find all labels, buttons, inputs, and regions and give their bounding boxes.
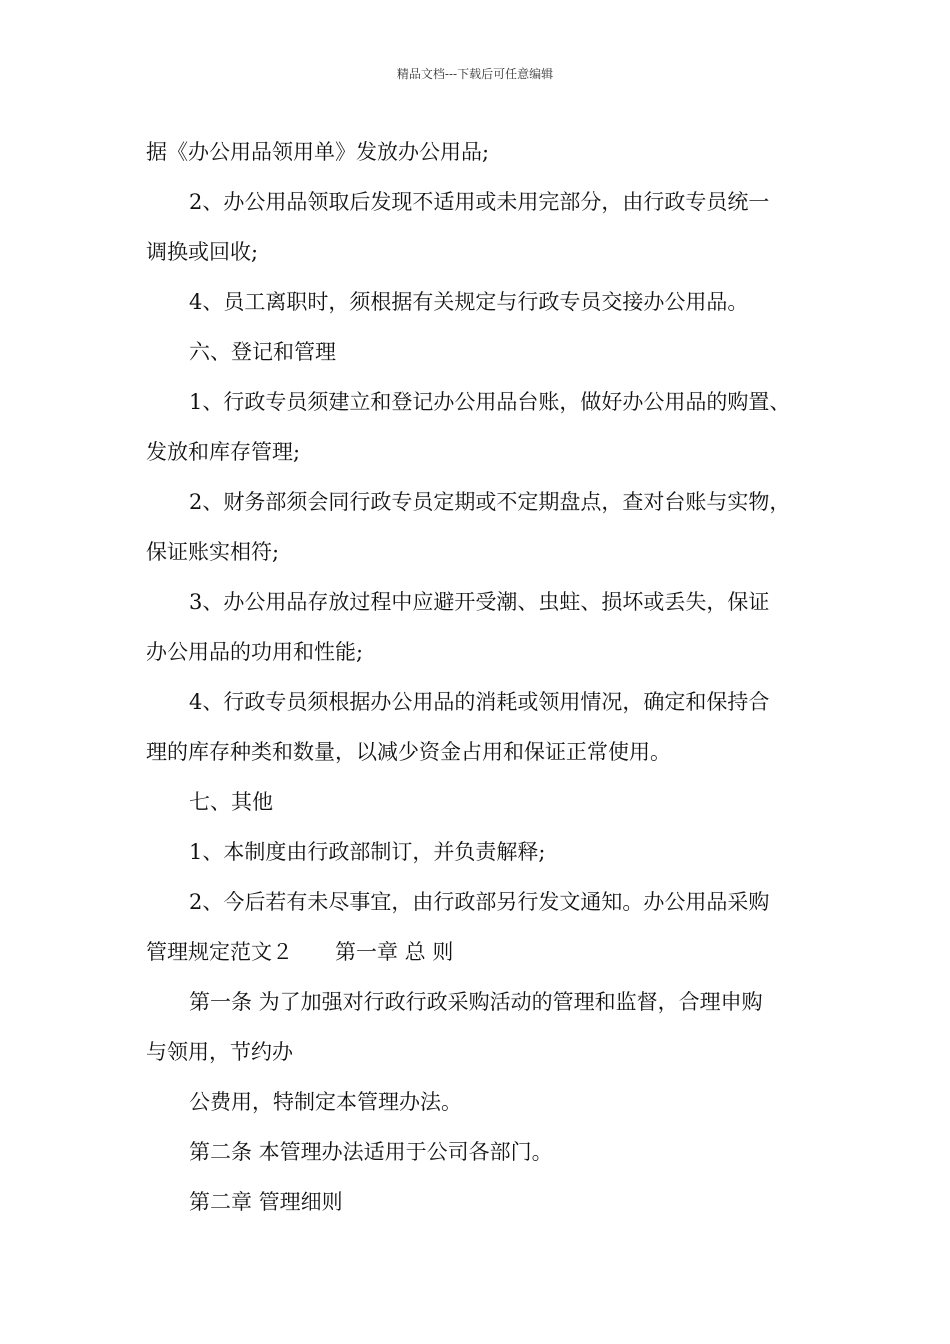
- body-line: 2、财务部须会同行政专员定期或不定期盘点，查对台账与实物，: [189, 490, 791, 514]
- page-header: 精品文档---下载后可任意编辑: [396, 67, 554, 81]
- body-line: 管理规定范文２ 第一章 总 则: [146, 940, 454, 964]
- body-line: 3、办公用品存放过程中应避开受潮、虫蛀、损坏或丢失，保证: [189, 590, 770, 614]
- body-line: 公费用，特制定本管理办法。: [189, 1090, 462, 1114]
- body-line: 据《办公用品领用单》发放办公用品;: [146, 140, 490, 164]
- body-line: 第一条 为了加强对行政行政采购活动的管理和监督，合理申购: [189, 990, 763, 1014]
- body-line: 2、办公用品领取后发现不适用或未用完部分，由行政专员统一: [189, 190, 770, 214]
- body-line: 1、行政专员须建立和登记办公用品台账，做好办公用品的购置、: [189, 390, 791, 414]
- section-heading: 第二章 管理细则: [189, 1190, 343, 1214]
- body-line: 办公用品的功用和性能;: [146, 640, 364, 664]
- section-heading: 六、登记和管理: [189, 340, 336, 364]
- body-line: 第二条 本管理办法适用于公司各部门。: [189, 1140, 553, 1164]
- body-line: 4、行政专员须根据办公用品的消耗或领用情况，确定和保持合: [189, 690, 770, 714]
- body-line: 理的库存种类和数量，以减少资金占用和保证正常使用。: [146, 740, 671, 764]
- body-line: 调换或回收;: [146, 240, 259, 264]
- body-line: 2、今后若有未尽事宜，由行政部另行发文通知。办公用品采购: [189, 890, 770, 914]
- body-line: 4、员工离职时，须根据有关规定与行政专员交接办公用品。: [189, 290, 749, 314]
- body-line: 保证账实相符;: [146, 540, 280, 564]
- section-heading: 七、其他: [189, 790, 273, 814]
- body-line: 发放和库存管理;: [146, 440, 301, 464]
- body-line: 1、本制度由行政部制订，并负责解释;: [189, 840, 546, 864]
- body-line: 与领用，节约办: [146, 1040, 293, 1064]
